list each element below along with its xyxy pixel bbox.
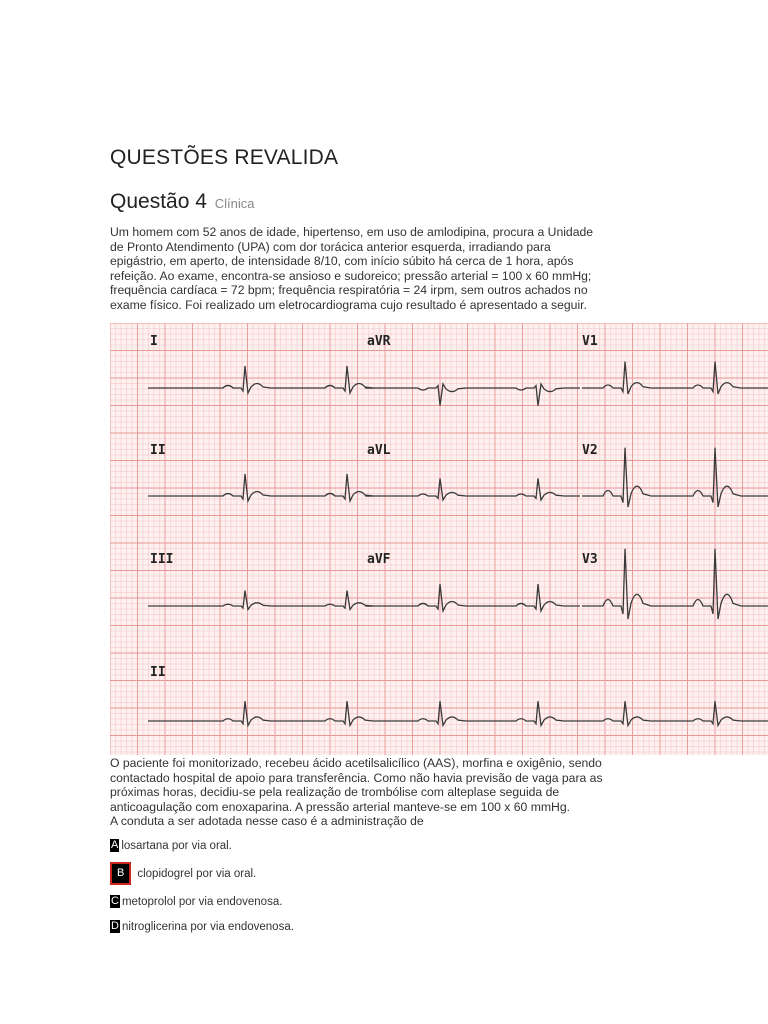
question-statement <box>110 225 650 313</box>
option-text: metoprolol por via endovenosa. <box>121 895 283 908</box>
option-text: clopidogrel por via oral. <box>137 867 257 880</box>
followup-line: anticoagulação com enoxaparina. A pressão arterial manteve-se em 100 x 60 mmHg. <box>110 799 570 814</box>
option-b-selected[interactable] <box>110 862 256 885</box>
option-letter: C <box>111 895 119 907</box>
followup-line: contactado hospital de apoio para transferência. Como não havia previsão de vaga para as <box>110 770 603 785</box>
lead-label: V3 <box>582 552 598 567</box>
lead-label: I <box>150 334 158 349</box>
statement-line: de Pronto Atendimento (UPA) com dor torácica anterior esquerda, irradiando para <box>110 239 551 254</box>
question-number: Questão 4 <box>110 190 207 213</box>
option-d[interactable] <box>110 920 294 933</box>
document-title: QUESTÕES REVALIDA <box>110 146 339 169</box>
question-title <box>110 190 255 214</box>
statement-line: frequência cardíaca = 72 bpm; frequência respiratória = 24 irpm, sem outros achados no <box>110 283 588 298</box>
lead-label: II <box>150 443 166 458</box>
followup-line: A conduta a ser adotada nesse caso é a administração de <box>110 814 424 829</box>
statement-line: epigástrio, em aperto, de intensidade 8/10, com início súbito há cerca de 1 hora, após <box>110 254 574 269</box>
followup-line: O paciente foi monitorizado, recebeu ácido acetilsalicílico (AAS), morfina e oxigênio, sendo <box>110 756 602 770</box>
lead-label: III <box>150 552 174 567</box>
statement-line: Um homem com 52 anos de idade, hipertenso, em uso de amlodipina, procura a Unidade <box>110 225 594 239</box>
option-c[interactable] <box>110 895 282 908</box>
option-letter: B <box>110 862 131 885</box>
lead-label: aVF <box>367 552 391 567</box>
lead-label: V1 <box>582 334 598 349</box>
lead-label: aVR <box>367 334 391 349</box>
option-text: losartana por via oral. <box>121 839 232 852</box>
ecg-image <box>110 323 768 755</box>
lead-label: aVL <box>367 443 391 458</box>
option-text: nitroglicerina por via endovenosa. <box>121 920 294 933</box>
option-a[interactable] <box>110 839 232 852</box>
statement-line: exame físico. Foi realizado um eletrocardiograma cujo resultado é apresentado a seguir. <box>110 297 587 312</box>
option-letter: A <box>111 839 119 851</box>
question-followup <box>110 756 670 829</box>
option-letter: D <box>111 920 119 932</box>
lead-label: V2 <box>582 443 598 458</box>
lead-label: II <box>150 665 166 680</box>
question-category: Clínica <box>214 196 255 211</box>
followup-line: próximas horas, decidiu-se pela realização de trombólise com alteplase seguida de <box>110 785 560 800</box>
statement-line: refeição. Ao exame, encontra-se ansioso e sudoreico; pressão arterial = 100 x 60 mmHg; <box>110 268 592 283</box>
